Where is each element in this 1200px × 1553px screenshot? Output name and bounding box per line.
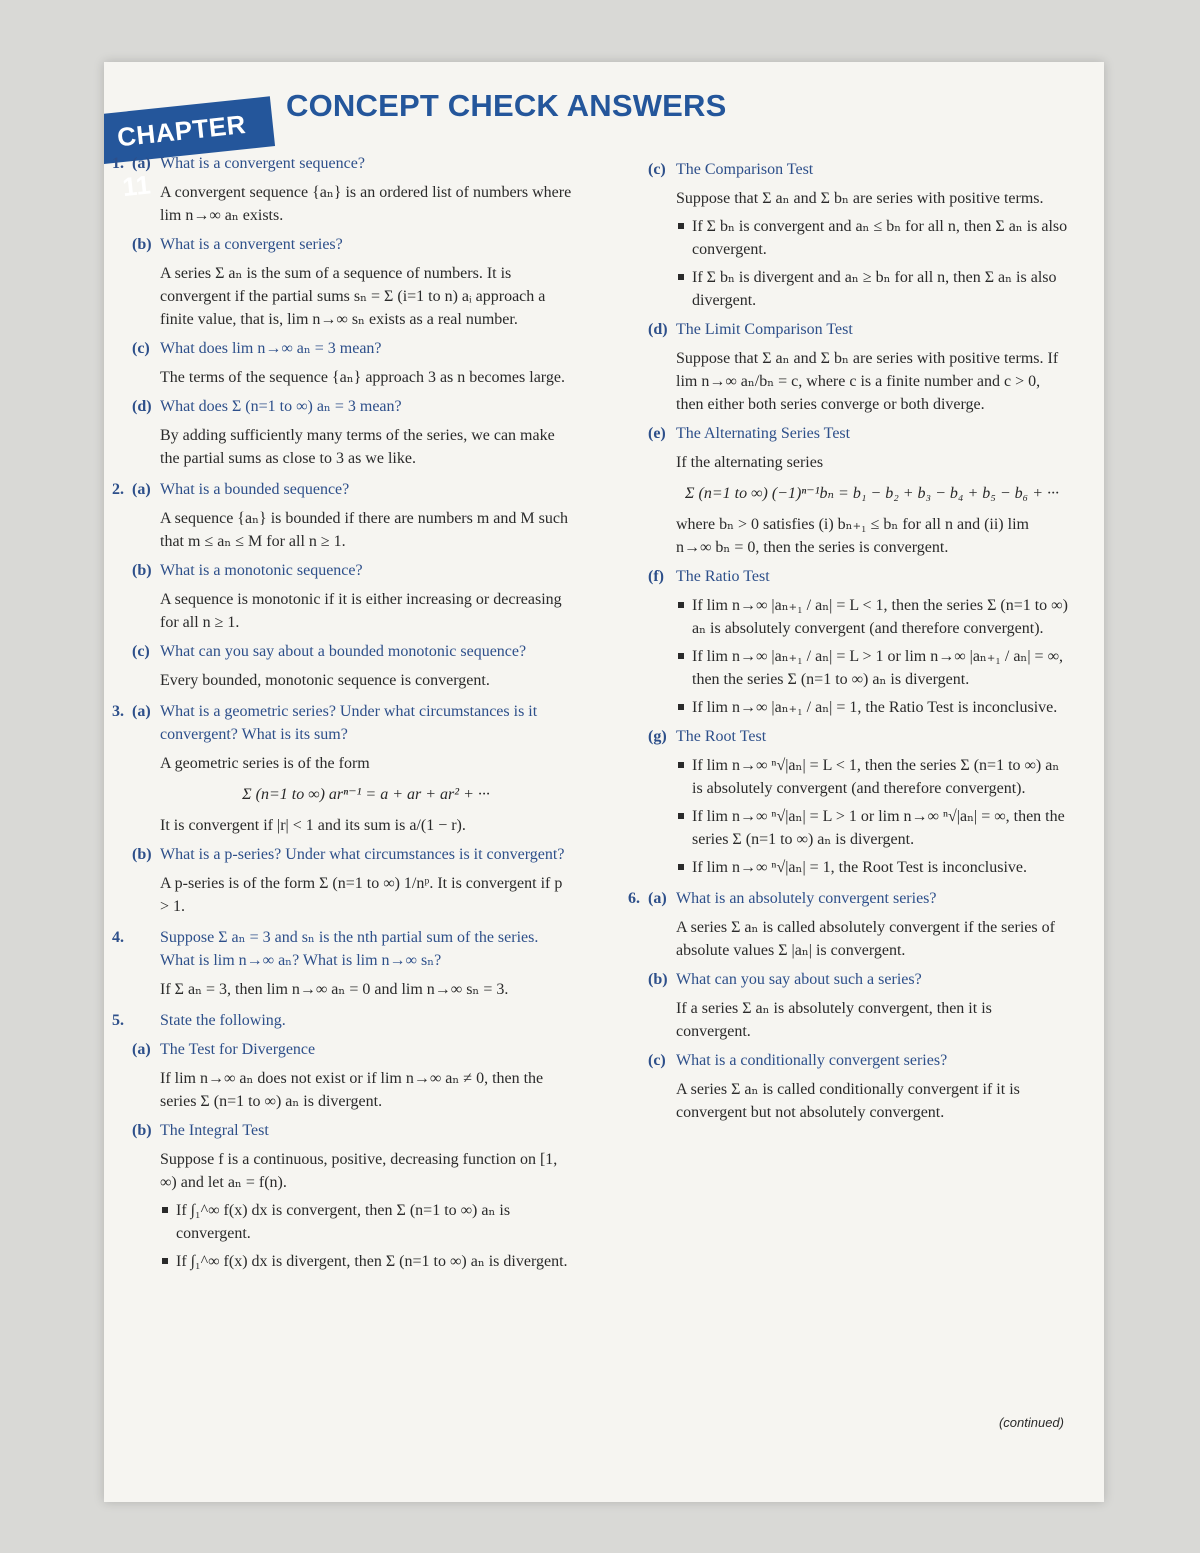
answer — [112, 1067, 572, 1113]
question-block — [112, 233, 572, 331]
question-text: What does lim n→∞ aₙ = 3 mean? — [160, 340, 382, 357]
question-block — [112, 395, 572, 470]
question — [628, 725, 1068, 748]
question-number: 1. — [112, 155, 124, 172]
question — [112, 1119, 572, 1142]
textbook-page — [104, 62, 1104, 1502]
question-text: The Integral Test — [160, 1122, 269, 1139]
question — [628, 968, 1068, 991]
question-letter: (d) — [648, 321, 668, 338]
question — [112, 1038, 572, 1061]
answer-text: A sequence is monotonic if it is either increasing or decreasing for all n ≥ 1. — [160, 591, 562, 631]
question — [628, 1049, 1068, 1072]
formula: Σ (n=1 to ∞) arⁿ⁻¹ = a + ar + ar² + ··· — [242, 786, 490, 803]
question-letter: (b) — [132, 236, 152, 253]
question-letter: (b) — [132, 1122, 152, 1139]
question-text: What is a p-series? Under what circumstances is it convergent? — [160, 846, 565, 863]
question-block — [112, 700, 572, 837]
question-text: What is an absolutely convergent series? — [676, 890, 937, 907]
answer-text: By adding sufficiently many terms of the series, we can make the partial sums as close to 3 as we like. — [160, 427, 555, 467]
question-letter: (c) — [648, 161, 666, 178]
answer — [628, 187, 1068, 312]
answer-text: Suppose f is a continuous, positive, decreasing function on [1, ∞) and let aₙ = f(n). — [160, 1151, 558, 1191]
answer — [112, 366, 572, 389]
question-text: The Ratio Test — [676, 568, 770, 585]
question-number: 5. — [112, 1012, 124, 1029]
answer — [628, 916, 1068, 962]
answer-text: A geometric series is of the form — [160, 755, 370, 772]
question — [112, 700, 572, 746]
question-text: What can you say about a bounded monotonic sequence? — [160, 643, 527, 660]
question-text: What can you say about such a series? — [676, 971, 922, 988]
answer — [628, 997, 1068, 1043]
question — [112, 640, 572, 663]
question — [112, 233, 572, 256]
question-block — [112, 640, 572, 692]
question-block — [112, 152, 572, 227]
question-block — [112, 1038, 572, 1113]
question-letter: (c) — [648, 1052, 666, 1069]
question-letter: (b) — [132, 846, 152, 863]
question-number: 6. — [628, 890, 640, 907]
question-block — [112, 478, 572, 553]
question-number: 3. — [112, 703, 124, 720]
answer-text: Every bounded, monotonic sequence is convergent. — [160, 672, 490, 689]
bullet-item: If ∫₁^∞ f(x) dx is convergent, then Σ (n=1 to ∞) aₙ is convergent. — [160, 1199, 572, 1245]
answer-text: Suppose that Σ aₙ and Σ bₙ are series with positive terms. If lim n→∞ aₙ/bₙ = c, where c is a finite number and c > 0, then either both series converge or both diverge. — [676, 350, 1059, 413]
question-letter: (a) — [648, 890, 667, 907]
answer — [112, 1148, 572, 1273]
bullet-item: If ∫₁^∞ f(x) dx is divergent, then Σ (n=1 to ∞) aₙ is divergent. — [160, 1250, 572, 1273]
question-text: What is a bounded sequence? — [160, 481, 350, 498]
question-letter: (e) — [648, 425, 666, 442]
question — [112, 843, 572, 866]
answer-text: A sequence {aₙ} is bounded if there are numbers m and M such that m ≤ aₙ ≤ M for all n ≥ 1. — [160, 510, 568, 550]
question-text: The Comparison Test — [676, 161, 814, 178]
left-column — [112, 144, 572, 1279]
answer — [112, 978, 572, 1001]
question — [628, 158, 1068, 181]
answer-text: Suppose that Σ aₙ and Σ bₙ are series with positive terms. — [676, 190, 1044, 207]
question-letter: (a) — [132, 1041, 151, 1058]
question-block — [628, 565, 1068, 719]
answer-text: It is convergent if |r| < 1 and its sum is a/(1 − r). — [160, 817, 466, 834]
answer-text: A p-series is of the form Σ (n=1 to ∞) 1/nᵖ. It is convergent if p > 1. — [160, 875, 563, 915]
question-text: What is a monotonic sequence? — [160, 562, 363, 579]
answer — [112, 424, 572, 470]
right-column — [628, 158, 1068, 1130]
bullet-item: If lim n→∞ |aₙ₊₁ / aₙ| = L < 1, then the series Σ (n=1 to ∞) aₙ is absolutely convergent (and therefore convergent). — [676, 594, 1068, 640]
question-text: The Root Test — [676, 728, 767, 745]
chapter-label: CHAPTER 11 — [104, 96, 275, 164]
answer — [112, 872, 572, 918]
bullet-item: If lim n→∞ |aₙ₊₁ / aₙ| = L > 1 or lim n→∞ |aₙ₊₁ / aₙ| = ∞, then the series Σ (n=1 to ∞) aₙ is divergent. — [676, 645, 1068, 691]
question-letter: (a) — [132, 155, 151, 172]
question-number: 2. — [112, 481, 124, 498]
question-block — [112, 337, 572, 389]
question-block — [628, 318, 1068, 416]
bullet-item: If lim n→∞ |aₙ₊₁ / aₙ| = 1, the Ratio Test is inconclusive. — [676, 696, 1068, 719]
question — [112, 395, 572, 418]
bullet-item: If Σ bₙ is divergent and aₙ ≥ bₙ for all n, then Σ aₙ is also divergent. — [676, 266, 1068, 312]
question-letter: (a) — [132, 703, 151, 720]
answer — [112, 181, 572, 227]
answer — [628, 347, 1068, 416]
bullet-item: If lim n→∞ ⁿ√|aₙ| = L < 1, then the series Σ (n=1 to ∞) aₙ is absolutely convergent (and therefore convergent). — [676, 754, 1068, 800]
question-letter: (b) — [648, 971, 668, 988]
answer-text: where bₙ > 0 satisfies (i) bₙ₊₁ ≤ bₙ for all n and (ii) lim n→∞ bₙ = 0, then the series is convergent. — [676, 516, 1029, 556]
question-block — [628, 1049, 1068, 1124]
question-letter: (c) — [132, 340, 150, 357]
answer — [112, 669, 572, 692]
question-text: The Test for Divergence — [160, 1041, 316, 1058]
question-text: What is a conditionally convergent series? — [676, 1052, 948, 1069]
bullet-item: If lim n→∞ ⁿ√|aₙ| = L > 1 or lim n→∞ ⁿ√|aₙ| = ∞, then the series Σ (n=1 to ∞) aₙ is divergent. — [676, 805, 1068, 851]
question-block — [112, 1009, 572, 1032]
answer — [112, 752, 572, 837]
question-letter: (d) — [132, 398, 152, 415]
question-text: Suppose Σ aₙ = 3 and sₙ is the nth partial sum of the series. What is lim n→∞ aₙ? What is lim n→∞ sₙ? — [160, 929, 539, 969]
question — [112, 926, 572, 972]
question-text: What is a convergent sequence? — [160, 155, 365, 172]
question-text: State the following. — [160, 1012, 286, 1029]
question-letter: (g) — [648, 728, 667, 745]
answer — [628, 451, 1068, 559]
page-title: CONCEPT CHECK ANSWERS — [286, 88, 727, 123]
continued-note: (continued) — [998, 1415, 1064, 1430]
question-block — [628, 968, 1068, 1043]
question-block — [628, 725, 1068, 879]
question-block — [628, 158, 1068, 312]
question — [628, 887, 1068, 910]
question-number: 4. — [112, 929, 124, 946]
question-block — [628, 422, 1068, 559]
question-block — [112, 843, 572, 918]
question — [112, 152, 572, 175]
question-letter: (f) — [648, 568, 664, 585]
formula: Σ (n=1 to ∞) (−1)ⁿ⁻¹bₙ = b₁ − b₂ + b₃ − b₄ + b₅ − b₆ + ··· — [685, 485, 1059, 502]
answer — [628, 594, 1068, 719]
answer-text: If the alternating series — [676, 454, 824, 471]
answer — [628, 1078, 1068, 1124]
answer — [112, 588, 572, 634]
question-block — [112, 559, 572, 634]
question-text: The Alternating Series Test — [676, 425, 851, 442]
question — [112, 1009, 572, 1032]
answer-text: The terms of the sequence {aₙ} approach 3 as n becomes large. — [160, 369, 565, 386]
question-letter: (b) — [132, 562, 152, 579]
answer-text: A convergent sequence {aₙ} is an ordered list of numbers where lim n→∞ aₙ exists. — [160, 184, 572, 224]
question-text: The Limit Comparison Test — [676, 321, 853, 338]
answer — [628, 754, 1068, 879]
answer-text: A series Σ aₙ is called absolutely convergent if the series of absolute values Σ |aₙ| is convergent. — [676, 919, 1055, 959]
question — [628, 318, 1068, 341]
question-block — [628, 887, 1068, 962]
bullet-item: If lim n→∞ ⁿ√|aₙ| = 1, the Root Test is inconclusive. — [676, 856, 1068, 879]
answer-text: A series Σ aₙ is called conditionally convergent if it is convergent but not absolutely convergent. — [676, 1081, 1020, 1121]
answer — [112, 507, 572, 553]
question — [112, 337, 572, 360]
answer — [112, 262, 572, 331]
question — [628, 422, 1068, 445]
question-letter: (a) — [132, 481, 151, 498]
question-letter: (c) — [132, 643, 150, 660]
question — [112, 478, 572, 501]
question-block — [112, 926, 572, 1001]
answer-text: If lim n→∞ aₙ does not exist or if lim n→∞ aₙ ≠ 0, then the series Σ (n=1 to ∞) aₙ is divergent. — [160, 1070, 544, 1110]
answer-text: If Σ aₙ = 3, then lim n→∞ aₙ = 0 and lim n→∞ sₙ = 3. — [160, 981, 509, 998]
question-text: What does Σ (n=1 to ∞) aₙ = 3 mean? — [160, 398, 402, 415]
question-text: What is a convergent series? — [160, 236, 343, 253]
answer-text: A series Σ aₙ is the sum of a sequence of numbers. It is convergent if the partial sums sₙ = Σ (i=1 to n) aᵢ approach a finite value, that is, lim n→∞ sₙ exists as a real number. — [160, 265, 546, 328]
answer-text: If a series Σ aₙ is absolutely convergent, then it is convergent. — [676, 1000, 992, 1040]
question-block — [112, 1119, 572, 1273]
bullet-item: If Σ bₙ is convergent and aₙ ≤ bₙ for all n, then Σ aₙ is also convergent. — [676, 215, 1068, 261]
question — [112, 559, 572, 582]
question — [628, 565, 1068, 588]
question-text: What is a geometric series? Under what circumstances is it convergent? What is its sum? — [160, 703, 538, 743]
